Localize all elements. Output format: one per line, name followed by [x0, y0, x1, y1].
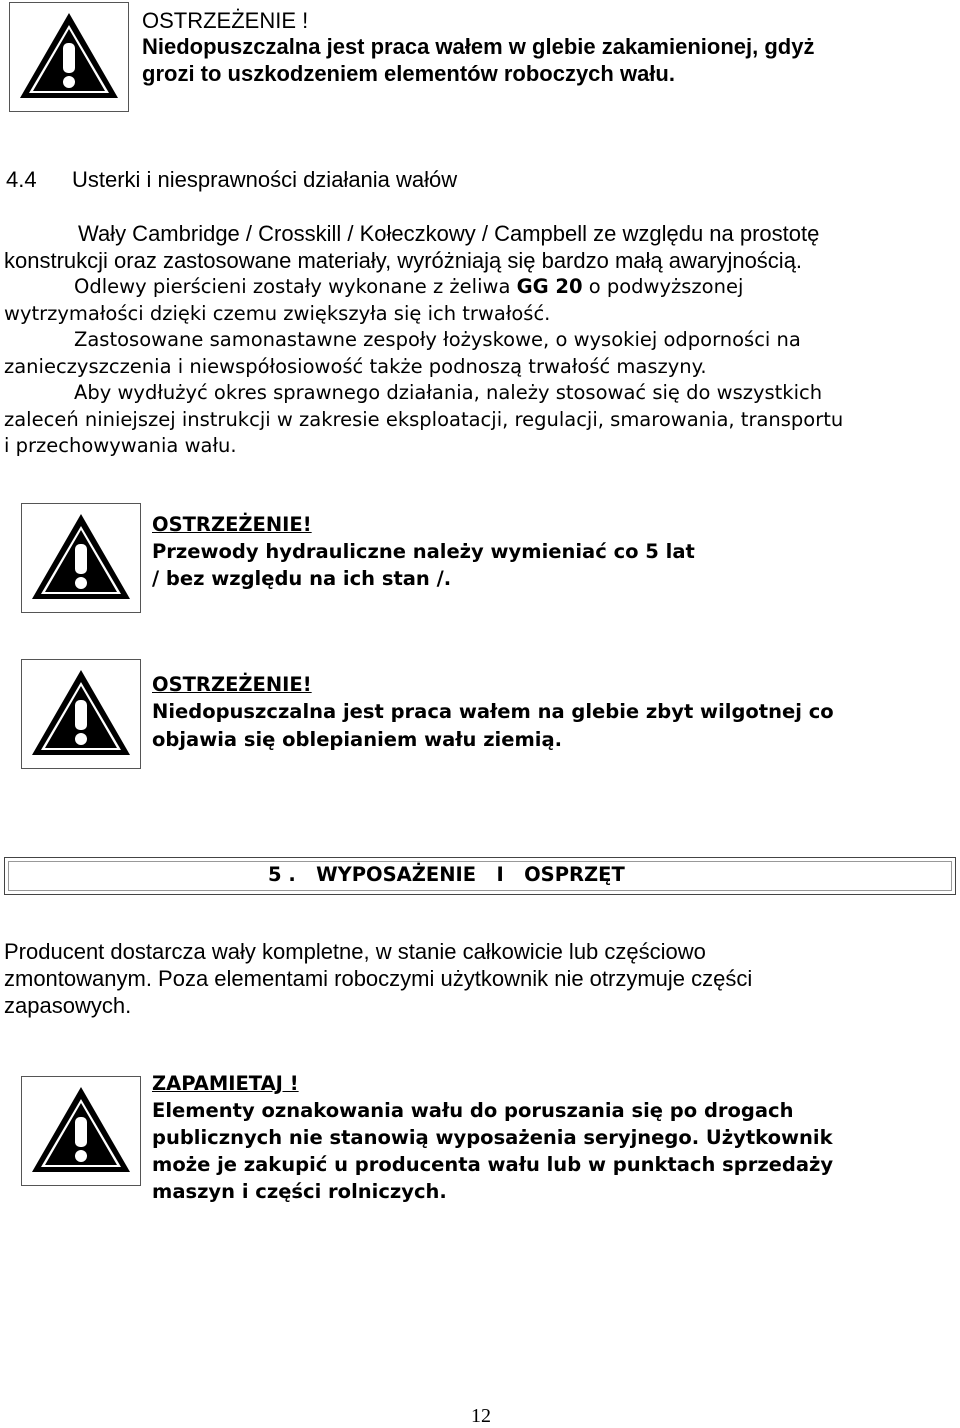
warning-1-line-2: grozi to uszkodzeniem elementów roboczych wału.	[142, 61, 675, 86]
section-4-4-title: Usterki i niesprawności działania wałów	[72, 167, 458, 192]
warning-triangle-icon	[22, 504, 140, 612]
paragraph-1-line-2: konstrukcji oraz zastosowane materiały, wyróżniają się bardzo małą awaryjnością.	[4, 248, 803, 273]
warning-triangle-icon	[22, 1077, 140, 1185]
warning-triangle-icon	[22, 660, 140, 768]
paragraph-3-line-1: Zastosowane samonastawne zespoły łożyskowe, o wysokiej odporności na	[74, 328, 801, 351]
warning-triangle-icon	[10, 3, 128, 111]
warning-3-line-2: objawia się oblepianiem wału ziemią.	[152, 728, 563, 751]
paragraph-2-text-a: Odlewy pierścieni zostały wykonane z żeliwa	[74, 275, 517, 298]
warning-icon-box-3	[21, 659, 141, 769]
note-line-3: może je zakupić u producenta wału lub w punktach sprzedaży	[152, 1153, 834, 1176]
paragraph-3-line-2: zanieczyszczenia i niewspółosiowość także podnoszą trwałość maszyny.	[4, 355, 707, 378]
paragraph-4-line-1: Aby wydłużyć okres sprawnego działania, należy stosować się do wszystkich	[74, 381, 823, 404]
warning-1-line-1: Niedopuszczalna jest praca wałem w glebie zakamienionej, gdyż	[142, 34, 815, 59]
paragraph-4-line-3: i przechowywania wału.	[4, 434, 237, 457]
paragraph-2-line-2: wytrzymałości dzięki czemu zwiększyła się ich trwałość.	[4, 302, 551, 325]
warning-2-line-2: / bez względu na ich stan /.	[152, 567, 452, 590]
section-5-title: 5 . WYPOSAŻENIE I OSPRZĘT	[268, 863, 625, 886]
page-number: 12	[471, 1405, 491, 1427]
section-5-paragraph-line-1: Producent dostarcza wały kompletne, w stanie całkowicie lub częściowo	[4, 939, 706, 964]
warning-3-heading: OSTRZEŻENIE!	[152, 673, 312, 696]
warning-icon-box-2	[21, 503, 141, 613]
section-5-paragraph-line-2: zmontowanym. Poza elementami roboczymi użytkownik nie otrzymuje części	[4, 966, 753, 991]
paragraph-2-text-c: o podwyższonej	[582, 275, 744, 298]
note-line-2: publicznych nie stanowią wyposażenia seryjnego. Użytkownik	[152, 1126, 833, 1149]
warning-3-line-1: Niedopuszczalna jest praca wałem na glebie zbyt wilgotnej co	[152, 700, 834, 723]
section-4-4-number: 4.4	[6, 167, 37, 192]
warning-2-heading: OSTRZEŻENIE!	[152, 513, 312, 536]
warning-1-heading: OSTRZEŻENIE !	[142, 8, 309, 33]
paragraph-4-line-2: zaleceń niniejszej instrukcji w zakresie eksploatacji, regulacji, smarowania, transportu	[4, 408, 844, 431]
note-line-4: maszyn i części rolniczych.	[152, 1180, 447, 1203]
note-icon-box	[21, 1076, 141, 1186]
note-heading: ZAPAMIETAJ !	[152, 1072, 299, 1095]
paragraph-1-line-1: Wały Cambridge / Crosskill / Kołeczkowy / Campbell ze względu na prostotę	[78, 221, 820, 246]
material-grade: GG 20	[516, 275, 583, 298]
section-5-paragraph-line-3: zapasowych.	[4, 993, 132, 1018]
note-line-1: Elementy oznakowania wału do poruszania się po drogach	[152, 1099, 794, 1122]
warning-icon-box-1	[9, 2, 129, 112]
paragraph-2-line-1	[74, 275, 743, 298]
warning-2-line-1: Przewody hydrauliczne należy wymieniać co 5 lat	[152, 540, 695, 563]
